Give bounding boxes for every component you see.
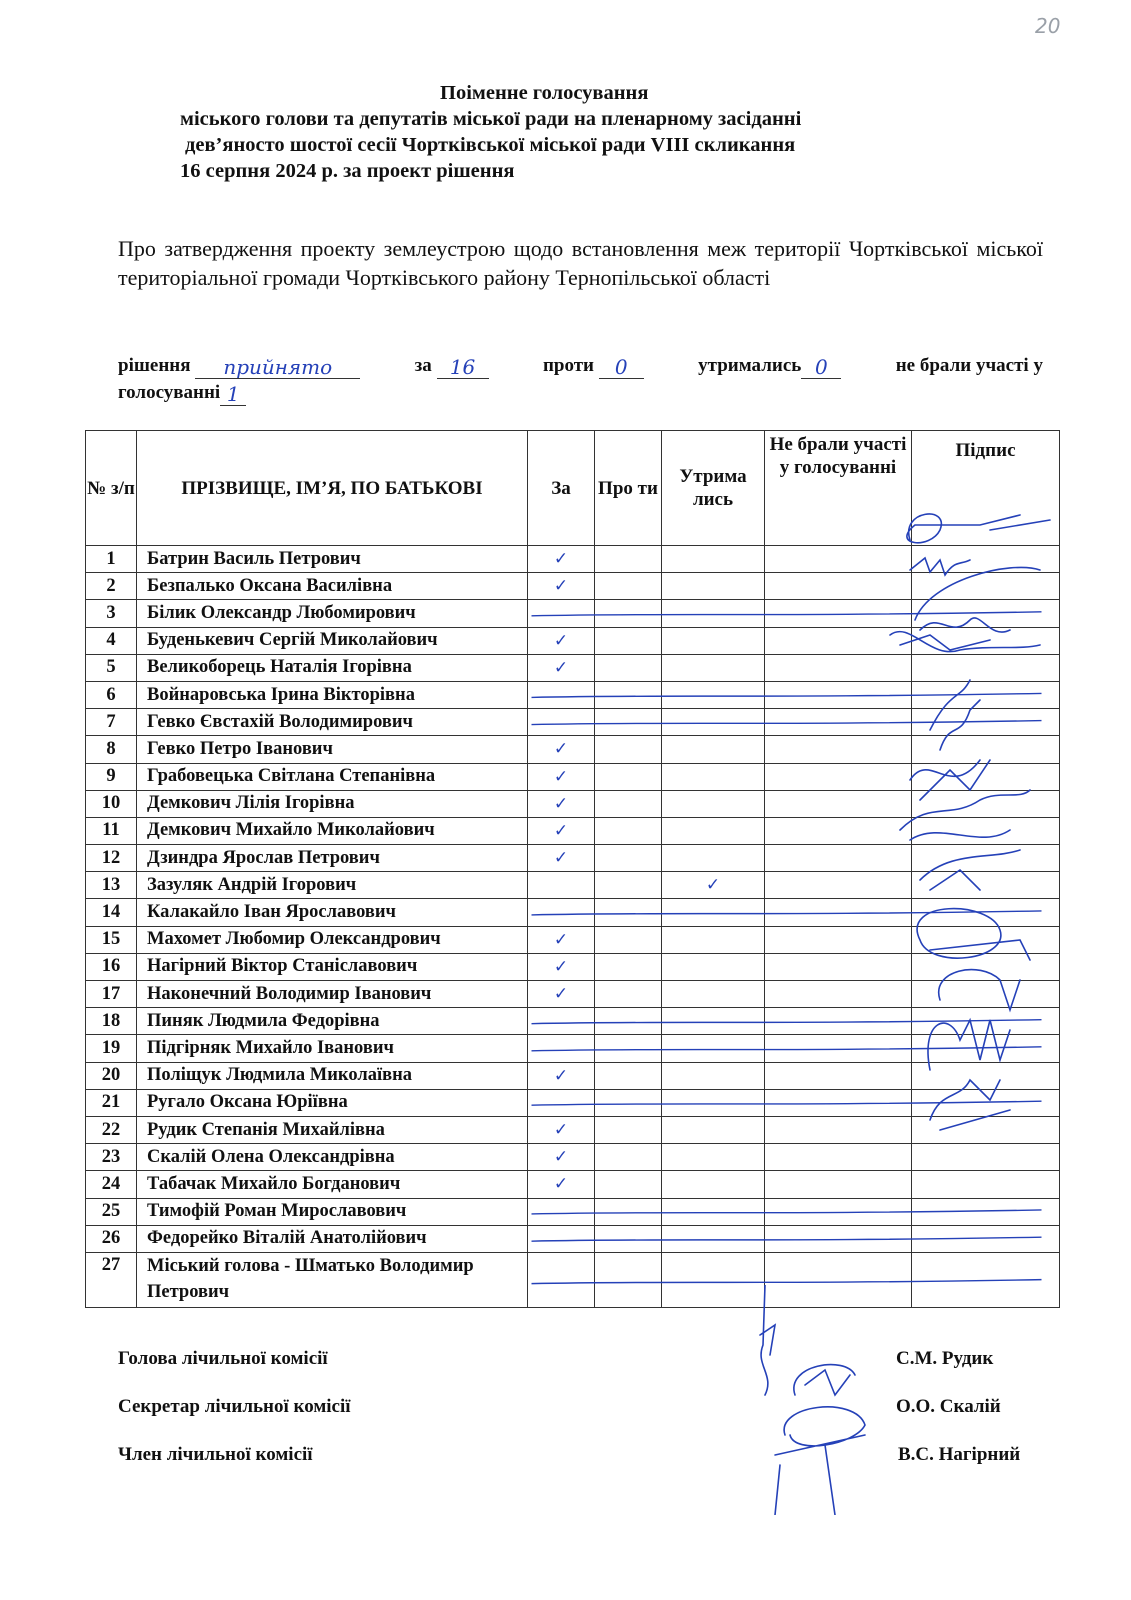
vote-cell-for: [528, 1225, 595, 1252]
vote-cell-abstained: [662, 1008, 765, 1035]
member-name: Буденькевич Сергій Миколайович: [137, 627, 528, 654]
vote-cell-abstained: [662, 573, 765, 600]
row-number: 17: [86, 981, 137, 1008]
vote-cell-abstained: [662, 1198, 765, 1225]
vote-cell-against: [595, 1144, 662, 1171]
vote-cell-abstained: [662, 681, 765, 708]
row-number: 23: [86, 1144, 137, 1171]
checkmark-icon: ✓: [553, 984, 569, 1005]
row-number: 8: [86, 736, 137, 763]
vote-cell-not-voted: [765, 1062, 912, 1089]
signature-cell: [912, 763, 1060, 790]
not-voted-count: 1: [220, 383, 246, 406]
vote-cell-against: [595, 1171, 662, 1198]
member-name: Білик Олександр Любомирович: [137, 600, 528, 627]
signature-cell: [912, 709, 1060, 736]
vote-cell-abstained: [662, 763, 765, 790]
vote-cell-for: [528, 1198, 595, 1225]
vote-cell-for: [528, 573, 595, 600]
vote-cell-not-voted: [765, 845, 912, 872]
row-number: 20: [86, 1062, 137, 1089]
checkmark-icon: ✓: [553, 739, 569, 760]
signature-cell: [912, 681, 1060, 708]
signature-cell: [912, 981, 1060, 1008]
vote-cell-abstained: [662, 1062, 765, 1089]
table-row: [86, 845, 1060, 872]
abstained-count: 0: [801, 356, 841, 379]
member-name: Федорейко Віталій Анатолійович: [137, 1225, 528, 1252]
table-row: [86, 627, 1060, 654]
vote-cell-for: [528, 763, 595, 790]
table-row: [86, 1035, 1060, 1062]
vote-cell-for: [528, 1144, 595, 1171]
member-name: Тимофій Роман Мирославович: [137, 1198, 528, 1225]
table-row: [86, 981, 1060, 1008]
table-row: [86, 926, 1060, 953]
table-row: [86, 681, 1060, 708]
title-line-2: міського голови та депутатів міської ради на пленарному засіданні: [180, 108, 802, 130]
title-line-3: дев’яносто шостої сесії Чортківської міської ради VIII скликання: [185, 134, 796, 156]
member-name: Зазуляк Андрій Ігорович: [137, 872, 528, 899]
signature-cell: [912, 573, 1060, 600]
abstained-label: утримались: [698, 355, 802, 376]
vote-cell-not-voted: [765, 1008, 912, 1035]
vote-cell-not-voted: [765, 953, 912, 980]
vote-cell-against: [595, 1089, 662, 1116]
vote-cell-for: [528, 1252, 595, 1307]
member-name: Пиняк Людмила Федорівна: [137, 1008, 528, 1035]
vote-cell-abstained: [662, 981, 765, 1008]
vote-cell-for: [528, 1171, 595, 1198]
member-name: Демкович Лілія Ігорівна: [137, 790, 528, 817]
vote-cell-for: [528, 899, 595, 926]
vote-cell-for: [528, 926, 595, 953]
signature-cell: [912, 1035, 1060, 1062]
header-not-voted: Не брали участі у голосуванні: [765, 431, 912, 546]
vote-cell-for: [528, 654, 595, 681]
vote-cell-against: [595, 899, 662, 926]
row-number: 22: [86, 1116, 137, 1143]
table-row: [86, 1198, 1060, 1225]
checkmark-icon: ✓: [553, 1065, 569, 1086]
vote-cell-abstained: [662, 546, 765, 573]
vote-cell-not-voted: [765, 817, 912, 844]
checkmark-icon: ✓: [553, 766, 569, 787]
member-name: Ругало Оксана Юріївна: [137, 1089, 528, 1116]
vote-cell-not-voted: [765, 709, 912, 736]
vote-cell-against: [595, 1252, 662, 1307]
row-number: 26: [86, 1225, 137, 1252]
table-row: [86, 736, 1060, 763]
vote-cell-abstained: [662, 1252, 765, 1307]
checkmark-icon: ✓: [553, 630, 569, 651]
vote-cell-not-voted: [765, 573, 912, 600]
signature-cell: [912, 1089, 1060, 1116]
table-row: [86, 763, 1060, 790]
against-count: 0: [599, 356, 644, 379]
vote-cell-not-voted: [765, 899, 912, 926]
signature-cell: [912, 627, 1060, 654]
vote-cell-against: [595, 654, 662, 681]
vote-cell-against: [595, 790, 662, 817]
checkmark-icon: ✓: [553, 576, 569, 597]
vote-cell-abstained: [662, 627, 765, 654]
secretary-name: О.О. Скалій: [896, 1396, 1001, 1417]
vote-cell-against: [595, 573, 662, 600]
vote-cell-not-voted: [765, 1225, 912, 1252]
signature-cell: [912, 817, 1060, 844]
member-name: Підгірняк Михайло Іванович: [137, 1035, 528, 1062]
signature-cell: [912, 1116, 1060, 1143]
vote-cell-for: [528, 953, 595, 980]
member-name: В.С. Нагірний: [898, 1444, 1021, 1465]
vote-cell-against: [595, 627, 662, 654]
vote-cell-against: [595, 763, 662, 790]
row-number: 5: [86, 654, 137, 681]
row-number: 3: [86, 600, 137, 627]
vote-cell-abstained: [662, 654, 765, 681]
row-number: 13: [86, 872, 137, 899]
vote-cell-abstained: [662, 790, 765, 817]
table-row: [86, 1062, 1060, 1089]
vote-cell-abstained: [662, 845, 765, 872]
checkmark-icon: ✓: [553, 1120, 569, 1141]
vote-cell-for: [528, 627, 595, 654]
signature-cell: [912, 1198, 1060, 1225]
signature-cell: [912, 899, 1060, 926]
vote-cell-not-voted: [765, 1198, 912, 1225]
vote-cell-abstained: [662, 709, 765, 736]
vote-cell-for: [528, 845, 595, 872]
vote-cell-not-voted: [765, 872, 912, 899]
header-against: Про ти: [595, 431, 662, 546]
signature-cell: [912, 600, 1060, 627]
vote-cell-against: [595, 709, 662, 736]
vote-cell-against: [595, 1225, 662, 1252]
vote-cell-against: [595, 681, 662, 708]
table-row: [86, 1144, 1060, 1171]
signature-cell: [912, 736, 1060, 763]
member-name: Рудик Степанія Михайлівна: [137, 1116, 528, 1143]
header-for: За: [528, 431, 595, 546]
vote-cell-abstained: [662, 1171, 765, 1198]
row-number: 19: [86, 1035, 137, 1062]
vote-cell-not-voted: [765, 546, 912, 573]
vote-cell-not-voted: [765, 1171, 912, 1198]
for-label: за: [414, 355, 432, 376]
row-number: 27: [86, 1252, 137, 1307]
vote-cell-against: [595, 953, 662, 980]
vote-cell-against: [595, 1116, 662, 1143]
counting-commission: [118, 1348, 1038, 1492]
signature-cell: [912, 790, 1060, 817]
vote-cell-not-voted: [765, 926, 912, 953]
vote-cell-not-voted: [765, 681, 912, 708]
vote-cell-abstained: [662, 736, 765, 763]
signature-cell: [912, 654, 1060, 681]
vote-cell-for: [528, 790, 595, 817]
decision-label: рішення: [118, 355, 191, 376]
table-header-row: [86, 431, 1060, 546]
vote-cell-abstained: [662, 600, 765, 627]
table-row: [86, 1008, 1060, 1035]
table-row: [86, 1171, 1060, 1198]
vote-cell-not-voted: [765, 654, 912, 681]
signature-cell: [912, 1144, 1060, 1171]
signature-cell: [912, 1252, 1060, 1307]
chair-label: Голова лічильної комісії: [118, 1348, 328, 1369]
vote-cell-not-voted: [765, 736, 912, 763]
table-row: [86, 1089, 1060, 1116]
vote-cell-not-voted: [765, 627, 912, 654]
vote-cell-against: [595, 1198, 662, 1225]
table-row: [86, 654, 1060, 681]
member-name: Батрин Василь Петрович: [137, 546, 528, 573]
signature-cell: [912, 1062, 1060, 1089]
vote-cell-against: [595, 736, 662, 763]
vote-cell-for: [528, 1089, 595, 1116]
vote-cell-abstained: [662, 1116, 765, 1143]
vote-cell-for: [528, 872, 595, 899]
table-body: [86, 546, 1060, 1308]
vote-cell-abstained: [662, 872, 765, 899]
vote-cell-for: [528, 709, 595, 736]
member-label: Член лічильної комісії: [118, 1444, 313, 1465]
member-name: Безпалько Оксана Василівна: [137, 573, 528, 600]
member-name: Калакайло Іван Ярославович: [137, 899, 528, 926]
member-name: Дзиндра Ярослав Петрович: [137, 845, 528, 872]
vote-cell-abstained: [662, 817, 765, 844]
vote-cell-not-voted: [765, 1089, 912, 1116]
vote-cell-against: [595, 1062, 662, 1089]
row-number: 6: [86, 681, 137, 708]
checkmark-icon: ✓: [553, 929, 569, 950]
member-name: Махомет Любомир Олександрович: [137, 926, 528, 953]
row-number: 18: [86, 1008, 137, 1035]
vote-cell-for: [528, 981, 595, 1008]
secretary-label: Секретар лічильної комісії: [118, 1396, 351, 1417]
checkmark-icon: ✓: [553, 657, 569, 678]
vote-cell-not-voted: [765, 1144, 912, 1171]
member-name: Великоборець Наталія Ігорівна: [137, 654, 528, 681]
vote-cell-against: [595, 817, 662, 844]
checkmark-icon: ✓: [553, 820, 569, 841]
vote-cell-for: [528, 681, 595, 708]
row-number: 2: [86, 573, 137, 600]
vote-cell-abstained: [662, 1035, 765, 1062]
table-row: [86, 953, 1060, 980]
vote-cell-not-voted: [765, 1035, 912, 1062]
member-name: Гевко Євстахій Володимирович: [137, 709, 528, 736]
table-row: [86, 709, 1060, 736]
table-row: [86, 817, 1060, 844]
title-line-4: 16 серпня 2024 р. за проект рішення: [180, 160, 515, 182]
signature-cell: [912, 1008, 1060, 1035]
table-row: [86, 1116, 1060, 1143]
header-abstained: Утрима лись: [662, 431, 765, 546]
table-row: [86, 1225, 1060, 1252]
vote-cell-for: [528, 817, 595, 844]
vote-cell-abstained: [662, 1089, 765, 1116]
row-number: 7: [86, 709, 137, 736]
header-signature: Підпис: [912, 431, 1060, 546]
member-name: Гевко Петро Іванович: [137, 736, 528, 763]
table-row: [86, 600, 1060, 627]
against-label: проти: [542, 355, 594, 376]
checkmark-icon: ✓: [553, 848, 569, 869]
vote-cell-not-voted: [765, 981, 912, 1008]
row-number: 4: [86, 627, 137, 654]
title-line-1: Поіменне голосування: [440, 82, 649, 104]
vote-cell-not-voted: [765, 763, 912, 790]
vote-cell-for: [528, 600, 595, 627]
vote-cell-abstained: [662, 926, 765, 953]
checkmark-icon: ✓: [553, 956, 569, 977]
row-number: 15: [86, 926, 137, 953]
for-count: 16: [437, 356, 489, 379]
vote-cell-against: [595, 845, 662, 872]
signature-cell: [912, 1225, 1060, 1252]
vote-cell-abstained: [662, 953, 765, 980]
member-name: Поліщук Людмила Миколаївна: [137, 1062, 528, 1089]
vote-cell-for: [528, 1035, 595, 1062]
vote-cell-abstained: [662, 1225, 765, 1252]
vote-cell-abstained: [662, 899, 765, 926]
voting-summary: [118, 352, 1043, 406]
row-number: 10: [86, 790, 137, 817]
vote-cell-for: [528, 1062, 595, 1089]
vote-cell-against: [595, 546, 662, 573]
checkmark-icon: ✓: [553, 793, 569, 814]
signature-cell: [912, 845, 1060, 872]
decision-value: прийнято: [195, 356, 360, 379]
row-number: 11: [86, 817, 137, 844]
vote-cell-for: [528, 546, 595, 573]
not-voted-label-2: голосуванні: [118, 382, 221, 403]
draft-decision-subject: Про затвердження проекту землеустрою щодо встановлення меж території Чортківської міської територіальної громади Чортківського району Тернопільської області: [118, 236, 1043, 290]
vote-cell-against: [595, 1008, 662, 1035]
not-voted-label: не брали участі у: [895, 355, 1043, 376]
signature-cell: [912, 546, 1060, 573]
vote-cell-for: [528, 1116, 595, 1143]
vote-cell-not-voted: [765, 790, 912, 817]
table-row: [86, 899, 1060, 926]
signature-cell: [912, 953, 1060, 980]
row-number: 1: [86, 546, 137, 573]
table-row: [86, 872, 1060, 899]
signature-cell: [912, 1171, 1060, 1198]
member-name: Войнаровська Ірина Вікторівна: [137, 681, 528, 708]
table-row: [86, 573, 1060, 600]
table-row: [86, 1252, 1060, 1307]
vote-cell-against: [595, 1035, 662, 1062]
vote-cell-against: [595, 600, 662, 627]
checkmark-icon: ✓: [553, 1147, 569, 1168]
checkmark-icon: ✓: [553, 549, 569, 570]
table-row: [86, 790, 1060, 817]
member-name: Табачак Михайло Богданович: [137, 1171, 528, 1198]
member-name: Наконечний Володимир Іванович: [137, 981, 528, 1008]
vote-cell-not-voted: [765, 1252, 912, 1307]
vote-cell-abstained: [662, 1144, 765, 1171]
row-number: 21: [86, 1089, 137, 1116]
chair-name: С.М. Рудик: [896, 1348, 994, 1369]
header-name: ПРІЗВИЩЕ, ІМ’Я, ПО БАТЬКОВІ: [137, 431, 528, 546]
page-number: 20: [1035, 14, 1061, 38]
row-number: 24: [86, 1171, 137, 1198]
vote-cell-for: [528, 736, 595, 763]
roll-call-table: [85, 430, 1060, 1308]
checkmark-icon: ✓: [553, 1174, 569, 1195]
signature-cell: [912, 926, 1060, 953]
header-num: № з/п: [86, 431, 137, 546]
vote-cell-against: [595, 981, 662, 1008]
row-number: 25: [86, 1198, 137, 1225]
table-row: [86, 546, 1060, 573]
vote-cell-not-voted: [765, 1116, 912, 1143]
vote-cell-against: [595, 926, 662, 953]
vote-cell-not-voted: [765, 600, 912, 627]
member-name: Скалій Олена Олександрівна: [137, 1144, 528, 1171]
member-name: Міський голова - Шматько Володимир Петрович: [137, 1252, 528, 1307]
row-number: 9: [86, 763, 137, 790]
checkmark-icon: ✓: [705, 875, 721, 896]
vote-cell-for: [528, 1008, 595, 1035]
member-name: Демкович Михайло Миколайович: [137, 817, 528, 844]
vote-cell-against: [595, 872, 662, 899]
row-number: 12: [86, 845, 137, 872]
member-name: Грабовецька Світлана Степанівна: [137, 763, 528, 790]
row-number: 14: [86, 899, 137, 926]
signature-cell: [912, 872, 1060, 899]
row-number: 16: [86, 953, 137, 980]
member-name: Нагірний Віктор Станіславович: [137, 953, 528, 980]
